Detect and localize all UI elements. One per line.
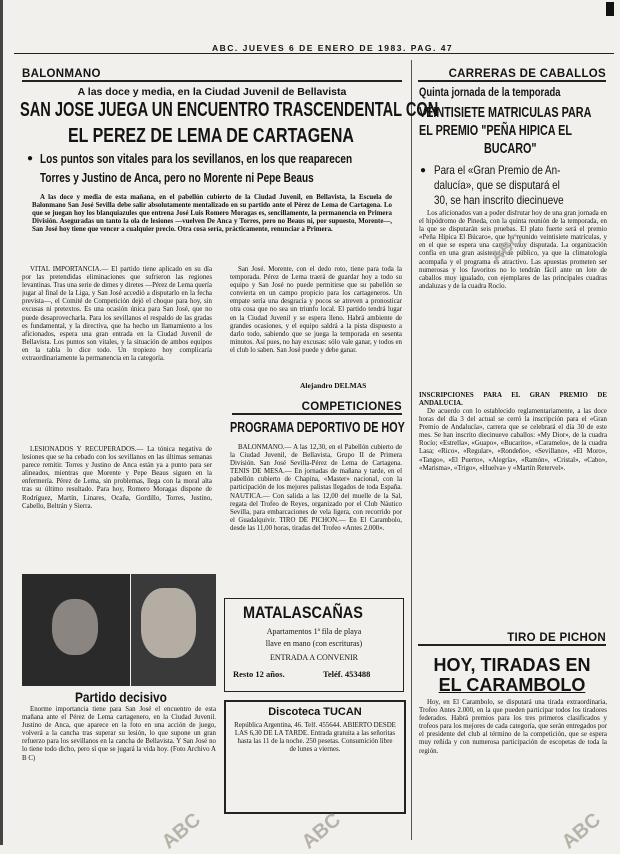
scan-mark — [606, 2, 614, 16]
photo-face — [52, 599, 98, 655]
caballos-text: Los aficionados van a poder disfrutar hoy de una gran jornada en el hipódromo de Pineda, con la quinta reunión de la temporada, en la que se disputarán seis pruebas. El plato fuerte será el premio «Peña Hípica El Búcaro», que ha reunido veintisiete matrículas, y en el que se espera una carrera muy disputada. La organización confía en una gran asistencia de público, ya que la climatología acompaña y el programa es atractivo. Las apuestas prometen ser numerosas y los favoritos no lo tendrán fácil ante un lote de caballos muy igualado, con ejemplares de las principales cuadras andaluzas y de la cuadra Rocío. — [419, 210, 607, 290]
ad-matalascanas-line4: Resto 12 años. — [233, 669, 285, 679]
photo-caption-text: Enorme importancia tiene para San José el encuentro de esta mañana ante el Pérez de Lema cartagenero, en la Ciudad Juvenil. Justino de Anca, que aparece en la foto en una acción de juego, volverá a la cancha tras superar su lesión, lo que supone un gran refuerzo para los sevillanos en la cancha de Bellavista. Y San José no lo tiene todo dicho, pero sí que se jugará la vida hoy. (Foto Archivo A B C) — [22, 706, 216, 762]
headline-caballos-1: VEINTISIETE MATRICULAS PARA — [419, 104, 592, 121]
bullet-icon: ● — [27, 153, 34, 164]
bullet-icon-2: ● — [420, 165, 427, 176]
photo-caption-title: Partido decisivo — [75, 689, 167, 705]
program-text: BALONMANO.— A las 12,30, en el Pabellón cubierto de la Ciudad Juvenil, de Bellavista, Grupo II de Primera División. San José Sevilla-Pérez de Lema de Cartagena. TENIS DE MESA.— En jornadas de mañana y tarde, en el pabellón cubierto de Chapina, «Master» nacional, con la participación de los mejores palistas llegados de toda España. NAUTICA.— Con salida a las 12,00 del muelle de la Sal, regata del Trofeo de Reyes, organizado por el Club Náutico Sevilla, para embarcaciones de vela ligera, con recorrido por el Guadalquivir. TIRO DE PICHON.— En El Carambolo, desde las 11,00 horas, tiradas del Trofeo «Antes 2.000». — [230, 444, 402, 532]
pichon-text: Hoy, en El Carambolo, se disputará una tirada extraordinaria, Trofeo Antes 2.000, en la que pueden participar todos los tiradores federados. Habrá premios para los tres primeros clasificados y trofeos para los mejores de cada categoría, que serán entregados por el presidente del club al término de la competición, que se espera muy reñida y con numerosa participación de escopetas de toda la región. — [419, 699, 607, 755]
watermark-1: ABC — [157, 808, 206, 854]
ad-matalascanas-line1: Apartamentos 1ª fila de playa — [266, 627, 362, 636]
page-header: ABC. JUEVES 6 DE ENERO DE 1983. PAG. 47 — [212, 43, 454, 53]
sub-caballos-3: 30, se han inscrito diecinueve — [434, 193, 564, 207]
article-col1b: LESIONADOS Y RECUPERADOS.— La tónica negativa de lesiones que se ha cebado con los sevillanos en las últimas semanas parece remitir. Torres y Justino de Anca están ya a punto para ser alineados, mientras que Morente y Pepe Beaus siguen en la enfermería. Pérez de Lema, sin problemas, llega con la moral alta tras su último resultado. Para hoy, Romero Moragas dispone de Rodríguez, Martín, Linares, Ocaña, Gordillo, Torres, Justino, Cabello, Beltrán y Sierra. — [22, 446, 212, 510]
section-competiciones: COMPETICIONES — [232, 401, 402, 415]
ad-matalascanas-title: MATALASCAÑAS — [243, 603, 363, 622]
photo-player-1 — [22, 574, 130, 686]
ad-matalascanas — [224, 598, 404, 692]
ad-tucan-text: República Argentina, 46. Telf. 455644. ABIERTO DESDE LAS 6,30 DE LA TARDE. Entrada gratuita a las señoritas hasta las 11 de la noche. 250 pesetas. Consumición libre de lunes a viernes. — [234, 722, 396, 754]
column-divider — [411, 60, 412, 840]
header-rule — [14, 53, 614, 54]
kicker-caballos: Quinta jornada de la temporada — [419, 87, 561, 99]
photo-face-2 — [141, 588, 196, 658]
headline-balonmano-1: SAN JOSE JUEGA UN ENCUENTRO TRASCENDENTAL CON — [20, 99, 439, 121]
lead-paragraph: A las doce y media de esta mañana, en el pabellón cubierto de la Ciudad Juvenil, en Bellavista, la Escuela de Balonmano San José Sevilla debe salir absolutamente mentalizado en su partido ante el Pérez de Lema de Cartagena. Lo que se juegan hoy los blanquiazules que entrena José Luis Romero Moragas es, sencillamente, la permanencia en Primera División. Aseguradas un tanto la ola de lesiones —vuelven De Anca y Torres, pero no Beaus ni, por supuesto, Morente—, San José hoy tiene que vencer a cualquier precio. Otra cosa sería, prácticamente, renunciar a Primera. — [32, 194, 392, 234]
subhead-balonmano-2: Torres y Justino de Anca, pero no Morente ni Pepe Beaus — [40, 170, 314, 185]
ad-matalascanas-line3: ENTRADA A CONVENIR — [269, 653, 358, 662]
headline-caballos-3: BUCARO" — [484, 140, 537, 157]
headline-balonmano-2: EL PEREZ DE LEMA DE CARTAGENA — [68, 125, 354, 147]
ad-matalascanas-line2: llave en mano (con escrituras) — [265, 639, 363, 648]
scan-edge — [0, 0, 3, 845]
inscripciones-text: De acuerdo con lo establecido reglamentariamente, a las doce horas del día 3 del actual se cerró la inscripción para el «Gran Premio de Andalucía», carrera que se celebrará el día 30 de este mes. Se han inscrito diecinueve caballos: «My Dior», de la cuadra Rocío; «Estrella», «Guapo», «Bucarito», «Caramelo», de la cuadra Lasa; «Rico», «Regular», «Rondeño», «Sevillano», «El Moro», «Tango», «El Puerto», «Alegría», «Ramón», «Cristal», «Cabo», «Marisma», «Trigo», «Huelva» y «Martín Retervel». — [419, 408, 607, 472]
inscripciones-title: INSCRIPCIONES PARA EL GRAN PREMIO DE ANDALUCIA. — [419, 392, 607, 408]
sub-caballos-1: Para el «Gran Premio de An- — [434, 163, 561, 177]
article-col1: VITAL IMPORTANCIA.— El partido tiene aplicado en su día por las pretendidas eliminaciones que sufrieron las regiones levantinas. Tras una serie de dimes y diretes —Pérez de Lema quería jugar al final de la Liga, y San José accedió a disputarlo en la fecha prevista—, el Comité de Competición dejó el choque para hoy, sin excusas ni pretextos. Es una ocasión única para San José, que no puede desaprovecharla. Para los sevillanos el respaldo de las gradas es fundamental, y la directiva, que ha hecho un llamamiento a los aficionados, espera una gran entrada en la Ciudad Juvenil de Bellavista. Los puntos son vitales, y la situación de ambos equipos en la tabla lo dice todo. Un tropiezo hoy complicaría extraordinariamente la permanencia en la categoría. — [22, 266, 212, 363]
kicker-balonmano: A las doce y media, en la Ciudad Juvenil de Bellavista — [77, 86, 347, 98]
headline-pichon-1: HOY, TIRADAS EN — [433, 655, 591, 675]
watermark-4: ABC — [488, 230, 526, 267]
section-caballos: CARRERAS DE CABALLOS — [418, 68, 606, 82]
byline: Alejandro DELMAS — [300, 381, 367, 390]
ad-tucan — [224, 700, 406, 814]
watermark-2: ABC — [297, 808, 346, 854]
section-balonmano: BALONMANO — [22, 68, 402, 82]
headline-caballos-2: EL PREMIO "PEÑA HIPICA EL — [419, 122, 572, 139]
article-col2: San José. Morente, con el dedo roto, tiene para toda la temporada. Pérez de Lema traerá de guardar hoy a todo su equipo y San José no puede permitirse que su pabellón se convierta en un campo propicio para los cartageneros. Un empate sería una desgracia y pocos se atreven a pronosticar otra cosa que no sea un triunfo local. El partido tendrá lugar en la Ciudad Juvenil y se espera lleno. Habrá ambiente de grandes ocasiones, y el equipo saldrá a la pista dispuesto a darlo todo, sabiendo que se juega la temporada en sesenta minutos. Así pues, no hay excusas: sólo vale ganar, y todos en el club lo saben. San José puede y debe ganar. — [230, 266, 402, 354]
subhead-balonmano-1: Los puntos son vitales para los sevillanos, en los que reaparecen — [40, 151, 353, 166]
program-title: PROGRAMA DEPORTIVO DE HOY — [230, 419, 405, 436]
photo-player-2 — [131, 574, 216, 686]
watermark-3: ABC — [557, 808, 606, 854]
section-pichon: TIRO DE PICHON — [418, 632, 606, 646]
sub-caballos-2: dalucía», que se disputará el — [434, 178, 560, 192]
headline-pichon-2: EL CARAMBOLO — [438, 675, 586, 695]
ad-matalascanas-phone: Teléf. 453488 — [323, 669, 371, 679]
ad-tucan-title: Discoteca TUCAN — [268, 706, 362, 718]
